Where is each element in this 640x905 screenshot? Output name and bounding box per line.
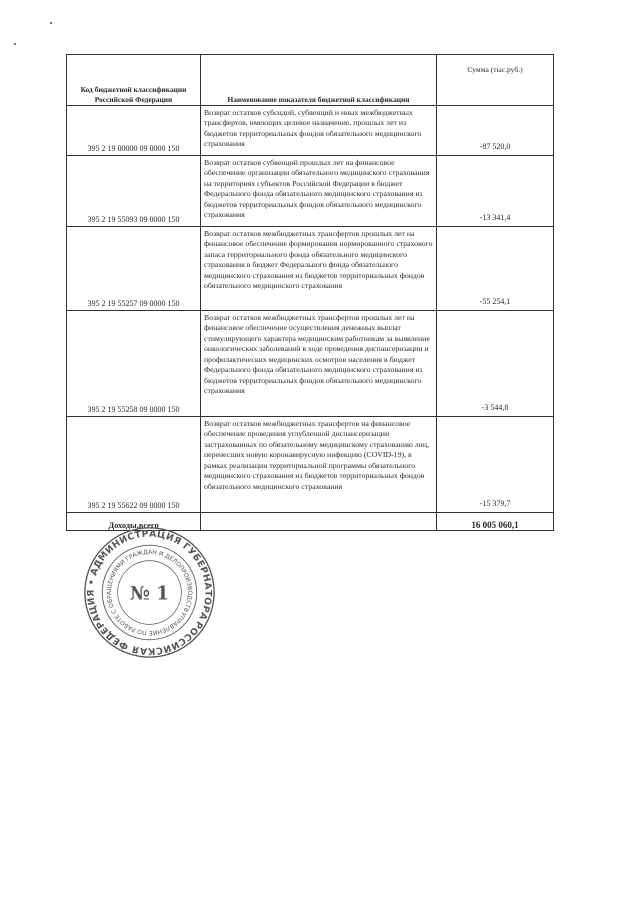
seal-inner-text: УПРАВЛЕНИЕ ПО РАБОТЕ С ОБРАЩЕНИЯМИ ГРАЖДАН И ДЕЛОПРОИЗВОДСТВУ: [105, 548, 194, 637]
row-amount: -55 254,1: [437, 227, 554, 311]
row-code: 395 2 19 55257 09 0000 150: [67, 227, 201, 311]
row-code: 395 2 19 55093 09 0000 150: [67, 156, 201, 227]
table-row: [67, 311, 554, 417]
table-row: [67, 417, 554, 513]
header-sum: Сумма (тыс.руб.): [437, 55, 554, 106]
row-name: Возврат остатков межбюджетных трансфертов на финансовое обеспечение проведения углубленной диспансеризации застрахованных по обязательному медицинскому страхованию лиц, перенесших новую коронавирусную инфекцию (COVID-19), в рамках реализации территориальной программы обязательного медицинского страхования из бюджетов территориальных фондов обязательного медицинского страхования: [201, 417, 437, 513]
row-amount: -15 379,7: [437, 417, 554, 513]
seal-number: № 1: [129, 583, 170, 605]
row-code: 395 2 19 00000 09 0000 150: [67, 106, 201, 156]
header-name: Наименование показателя бюджетной классификации: [201, 55, 437, 106]
table-row: [67, 106, 554, 156]
row-amount: -87 520,0: [437, 106, 554, 156]
table-row: [67, 227, 554, 311]
total-label: Доходы,всего: [67, 513, 201, 531]
scan-speck: [14, 43, 16, 45]
row-name: Возврат остатков субвенций прошлых лет на финансовое обеспечение организации обязательного медицинского страхования на территориях субъектов Российской Федерации в бюджет Федерального фонда обязательного медицинского страхования из бюджетов территориальных фондов обязательного медицинского страхования: [201, 156, 437, 227]
budget-table: [66, 54, 554, 531]
official-seal: [82, 525, 217, 660]
header-code: Код бюджетной классификации Российской Федерации: [67, 55, 201, 106]
row-code: 395 2 19 55258 09 0000 150: [67, 311, 201, 417]
row-name: Возврат остатков межбюджетных трансфертов прошлых лет на финансовое обеспечение осуществления денежных выплат стимулирующего характера медицинским работникам за выявление онкологических заболеваний в ходе проведения диспансеризации и профилактических медицинских осмотров населения в бюджет Федерального фонда обязательного медицинского страхования из бюджетов территориальных фондов обязательного медицинского страхования: [201, 311, 437, 417]
row-name: Возврат остатков межбюджетных трансфертов прошлых лет на финансовое обеспечение формирования нормированного страхового запаса территориального фонда обязательного медицинского страхования в бюджет Федерального фонда обязательного медицинского страхования из бюджетов территориальных фондов обязательного медицинского страхования: [201, 227, 437, 311]
row-amount: -13 341,4: [437, 156, 554, 227]
total-amount: 16 005 060,1: [437, 513, 554, 531]
scan-speck: [50, 22, 52, 24]
row-name: Возврат остатков субсидий, субвенций и иных межбюджетных трансфертов, имеющих целевое назначение, прошлых лет из бюджетов территориальных фондов обязательного медицинского страхования: [201, 106, 437, 156]
row-code: 395 2 19 55622 09 0000 150: [67, 417, 201, 513]
table-row: [67, 156, 554, 227]
seal-outer-text: РОССИЙСКАЯ ФЕДЕРАЦИЯ • АДМИНИСТРАЦИЯ ГУБЕРНАТОРА: [85, 528, 214, 657]
total-empty-cell: [201, 513, 437, 531]
table-header-row: [67, 55, 554, 106]
row-amount: -3 544,8: [437, 311, 554, 417]
